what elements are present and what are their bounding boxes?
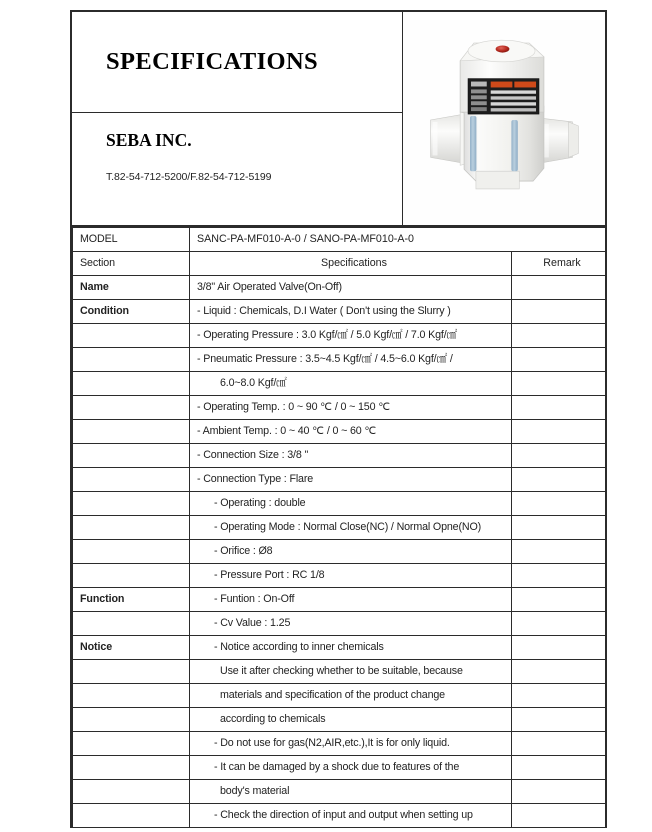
table-row (73, 636, 606, 660)
remark-cell (512, 540, 606, 564)
pilot-port-cap (496, 45, 510, 52)
section-blank (73, 420, 190, 444)
company-cell (72, 113, 402, 225)
section-label: Notice (73, 636, 190, 660)
remark-cell (512, 372, 606, 396)
section-blank (73, 540, 190, 564)
table-row (73, 684, 606, 708)
remark-cell (512, 396, 606, 420)
table-row (73, 780, 606, 804)
table-row (73, 564, 606, 588)
table-row (73, 612, 606, 636)
remark-cell (512, 348, 606, 372)
spec-text: - Notice according to inner chemicals (190, 636, 512, 660)
sheet-header (72, 12, 605, 227)
indicator-strip-right (511, 120, 517, 171)
table-row (73, 468, 606, 492)
table-row (73, 756, 606, 780)
spec-text: Use it after checking whether to be suitable, because (190, 660, 512, 684)
spec-text: - Operating Mode : Normal Close(NC) / Normal Opne(NO) (190, 516, 512, 540)
remark-cell (512, 660, 606, 684)
table-row (73, 540, 606, 564)
section-blank (73, 684, 190, 708)
section-blank (73, 348, 190, 372)
table-row (73, 348, 606, 372)
page-title: SPECIFICATIONS (106, 48, 319, 75)
section-blank (73, 756, 190, 780)
section-blank (73, 564, 190, 588)
specifications-table-body (73, 228, 606, 276)
table-row (73, 372, 606, 396)
spec-text: - Connection Size : 3/8 " (190, 444, 512, 468)
column-header-specifications: Specifications (190, 252, 512, 276)
table-header-row (73, 252, 606, 276)
spec-text: - Connection Type : Flare (190, 468, 512, 492)
product-photo (403, 12, 605, 225)
remark-cell (512, 468, 606, 492)
remark-cell (512, 300, 606, 324)
remark-cell (512, 588, 606, 612)
table-row (73, 444, 606, 468)
section-blank (73, 468, 190, 492)
section-blank (73, 372, 190, 396)
column-header-remark: Remark (512, 252, 606, 276)
remark-cell (512, 732, 606, 756)
spec-text: - Cv Value : 1.25 (190, 612, 512, 636)
header-text-column (72, 12, 403, 225)
table-row (73, 300, 606, 324)
product-label-plate (468, 79, 539, 114)
remark-cell (512, 612, 606, 636)
remark-cell (512, 636, 606, 660)
section-blank (73, 660, 190, 684)
table-row (73, 588, 606, 612)
spec-text: materials and specification of the product change (190, 684, 512, 708)
spec-text: - Operating Temp. : 0 ~ 90 ℃ / 0 ~ 150 ℃ (190, 396, 512, 420)
spec-text: - Pressure Port : RC 1/8 (190, 564, 512, 588)
section-blank (73, 492, 190, 516)
spec-text: - Do not use for gas(N2,AIR,etc.),It is for only liquid. (190, 732, 512, 756)
section-blank (73, 444, 190, 468)
remark-cell (512, 276, 606, 300)
section-blank (73, 804, 190, 828)
spec-text: - Check the direction of input and output when setting up (190, 804, 512, 828)
section-blank (73, 516, 190, 540)
section-blank (73, 612, 190, 636)
table-row (73, 276, 606, 300)
spec-text: - Ambient Temp. : 0 ~ 40 ℃ / 0 ~ 60 ℃ (190, 420, 512, 444)
product-image-cell (403, 12, 605, 225)
specifications-table (72, 227, 606, 828)
section-label: Condition (73, 300, 190, 324)
section-blank (73, 780, 190, 804)
remark-cell (512, 492, 606, 516)
table-row (73, 516, 606, 540)
indicator-strip-left (470, 116, 476, 171)
remark-cell (512, 444, 606, 468)
section-blank (73, 732, 190, 756)
spec-text: - Liquid : Chemicals, D.I Water ( Don't using the Slurry ) (190, 300, 512, 324)
table-row (73, 492, 606, 516)
remark-cell (512, 516, 606, 540)
table-row (73, 660, 606, 684)
spec-text: according to chemicals (190, 708, 512, 732)
spec-text: 3/8" Air Operated Valve(On-Off) (190, 276, 512, 300)
right-flare-fitting (539, 118, 578, 163)
remark-cell (512, 420, 606, 444)
model-label: MODEL (73, 228, 190, 252)
spec-text: - Funtion : On-Off (190, 588, 512, 612)
section-blank (73, 324, 190, 348)
table-row-model (73, 228, 606, 252)
remark-cell (512, 780, 606, 804)
table-row (73, 420, 606, 444)
remark-cell (512, 324, 606, 348)
spec-text: - Pneumatic Pressure : 3.5~4.5 Kgf/㎠ / 4.5~6.0 Kgf/㎠ / (190, 348, 512, 372)
section-blank (73, 708, 190, 732)
air-operated-valve-illustration (403, 12, 605, 225)
spec-text: 6.0~8.0 Kgf/㎠ (190, 372, 512, 396)
spec-text: - It can be damaged by a shock due to features of the (190, 756, 512, 780)
specifications-rows (73, 276, 606, 828)
section-label: Function (73, 588, 190, 612)
table-row (73, 324, 606, 348)
section-label: Name (73, 276, 190, 300)
specification-sheet (70, 10, 607, 828)
column-header-section: Section (73, 252, 190, 276)
remark-cell (512, 804, 606, 828)
spec-text: body's material (190, 780, 512, 804)
remark-cell (512, 756, 606, 780)
table-row (73, 396, 606, 420)
company-name: SEBA INC. (106, 130, 192, 150)
remark-cell (512, 684, 606, 708)
spec-text: - Orifice : Ø8 (190, 540, 512, 564)
title-cell (72, 12, 402, 113)
spec-text: - Operating : double (190, 492, 512, 516)
spec-text: - Operating Pressure : 3.0 Kgf/㎠ / 5.0 Kgf/㎠ / 7.0 Kgf/㎠ (190, 324, 512, 348)
section-blank (73, 396, 190, 420)
remark-cell (512, 564, 606, 588)
remark-cell (512, 708, 606, 732)
table-row (73, 732, 606, 756)
table-row (73, 708, 606, 732)
table-row (73, 804, 606, 828)
model-value: SANC-PA-MF010-A-0 / SANO-PA-MF010-A-0 (190, 228, 606, 252)
company-contact: T.82-54-712-5200/F.82-54-712-5199 (106, 171, 272, 183)
